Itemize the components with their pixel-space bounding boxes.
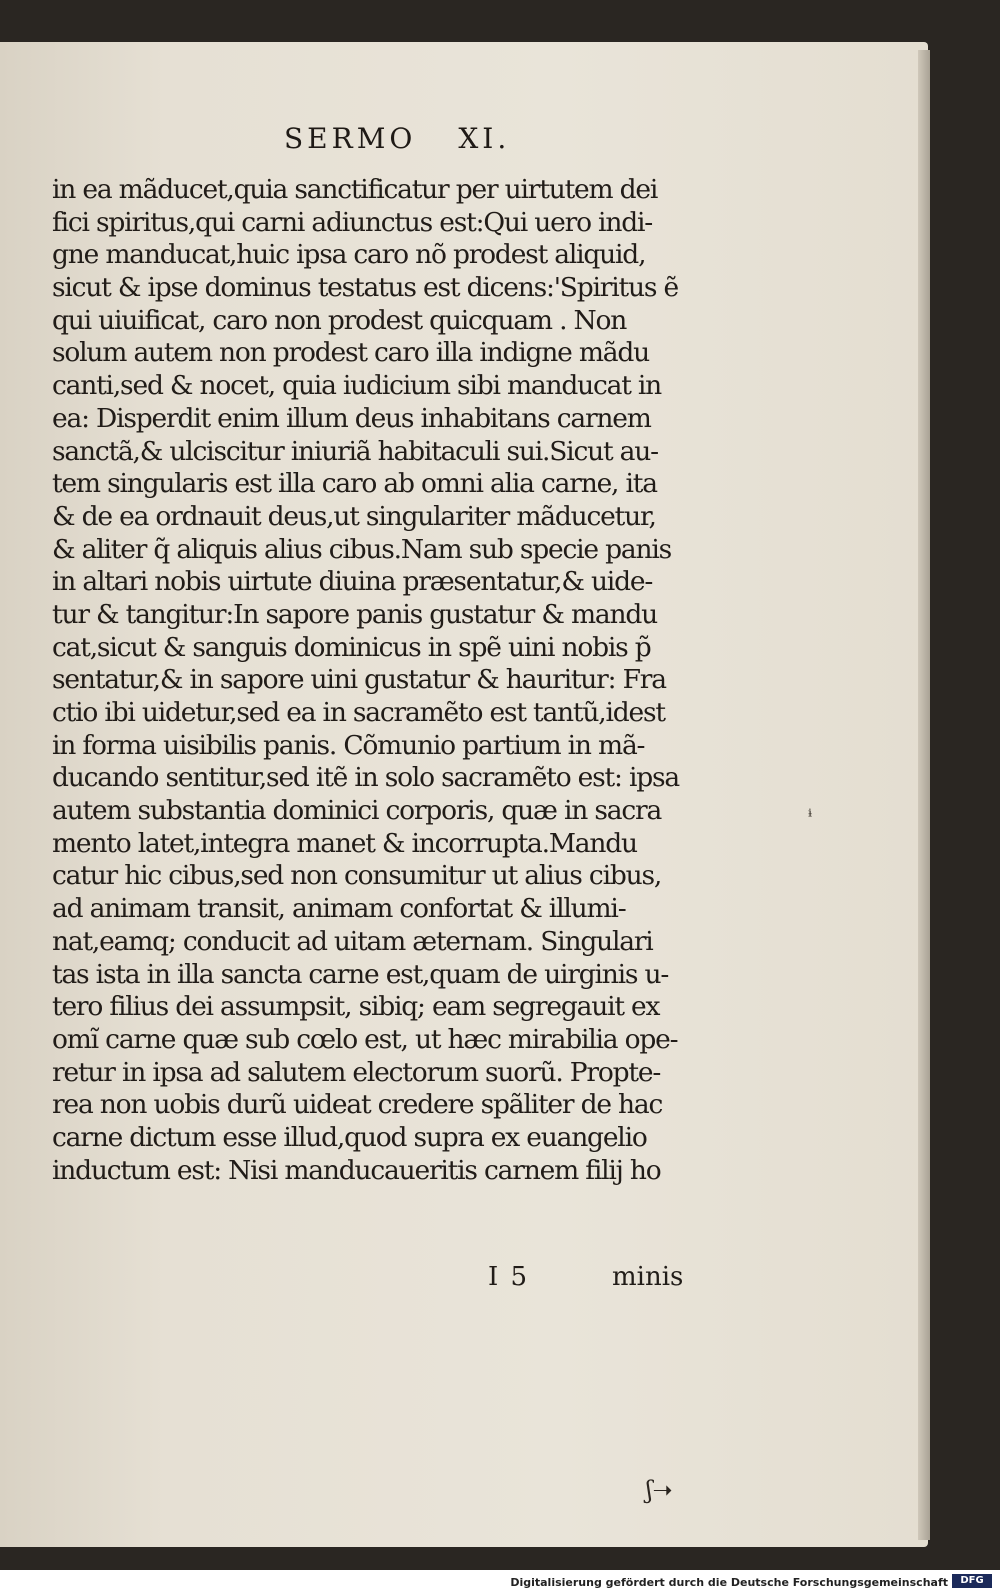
text-line: ad animam transit, animam confortat & illumi- (52, 893, 626, 925)
text-line: gne manducat,huic ipsa caro nõ prodest aliquid, (52, 239, 646, 271)
ink-mark-icon: ʃ➝ (646, 1476, 673, 1504)
text-line: ducando sentitur,sed itẽ in solo sacramẽto est: ipsa (52, 762, 679, 794)
text-line: sentatur,& in sapore uini gustatur & hauritur: Fra (52, 664, 666, 696)
text-line: fici spiritus,qui carni adiunctus est:Qui uero indi- (52, 206, 652, 238)
text-line: carne dictum esse illud,quod supra ex euangelio (52, 1121, 647, 1153)
text-line: in forma uisibilis panis. Cõmunio partium in mã- (52, 729, 645, 761)
text-line: retur in ipsa ad salutem electorum suorũ. Propte- (52, 1056, 661, 1088)
text-line: rea non uobis durũ uideat credere spãliter de hac (52, 1089, 663, 1121)
text-line: & de ea ordnauit deus,ut singulariter mãducetur, (52, 500, 656, 532)
text-line: catur hic cibus,sed non consumitur ut alius cibus, (52, 860, 662, 892)
text-line: sicut & ipse dominus testatus est dicens:'Spiritus ẽ (52, 272, 678, 304)
footer-credit: Digitalisierung gefördert durch die Deutsche Forschungsgemeinschaft (510, 1576, 948, 1589)
text-line: qui uiuificat, caro non prodest quicquam . Non (52, 304, 627, 336)
text-line: mento latet,integra manet & incorrupta.Mandu (52, 827, 637, 859)
text-line: tem singularis est illa caro ab omni alia carne, ita (52, 468, 657, 500)
text-line: nat,eamq; conducit ad uitam æternam. Singulari (52, 925, 653, 957)
running-head-number: XI. (458, 122, 511, 155)
text-line: tero filius dei assumpsit, sibiq; eam segregauit ex (52, 991, 660, 1023)
text-block (52, 174, 712, 1187)
text-line: tur & tangitur:In sapore panis gustatur & mandu (52, 598, 657, 630)
margin-mark-icon: ᶤ (808, 804, 813, 828)
dfg-logo: DFG (952, 1574, 992, 1588)
text-line: omĩ carne quæ sub cœlo est, ut hæc mirabilia ope- (52, 1023, 678, 1055)
text-line: in ea mãducet,quia sanctificatur per uirtutem dei (52, 174, 658, 205)
text-line: canti,sed & nocet, quia iudicium sibi manducat in (52, 370, 662, 402)
text-line: ctio ibi uidetur,sed ea in sacramẽto est tantũ,idest (52, 697, 665, 728)
text-line: & aliter q̃ aliquis alius cibus.Nam sub specie panis (52, 533, 672, 565)
text-line: tas ista in illa sancta carne est,quam de uirginis u- (52, 958, 669, 990)
text-line: inductum est: Nisi manducaueritis carnem filij ho (52, 1154, 661, 1186)
text-line: solum autem non prodest caro illa indigne mãdu (52, 337, 650, 369)
catchword: minis (612, 1262, 684, 1292)
text-line: autem substantia dominici corporis, quæ in sacra (52, 795, 662, 827)
signature-mark: I 5 (488, 1262, 530, 1292)
text-line: in altari nobis uirtute diuina præsentatur,& uide- (52, 566, 653, 598)
text-line: cat,sicut & sanguis dominicus in spẽ uini nobis p̃ (52, 631, 651, 663)
text-line: sanctã,& ulciscitur iniuriã habitaculi sui.Sicut au- (52, 435, 658, 467)
running-head-title: SERMO (284, 122, 417, 155)
page-edge (918, 50, 930, 1540)
footer-bar (0, 1570, 1000, 1592)
running-head (284, 122, 510, 155)
text-line: ea: Disperdit enim illum deus inhabitans carnem (52, 402, 651, 434)
